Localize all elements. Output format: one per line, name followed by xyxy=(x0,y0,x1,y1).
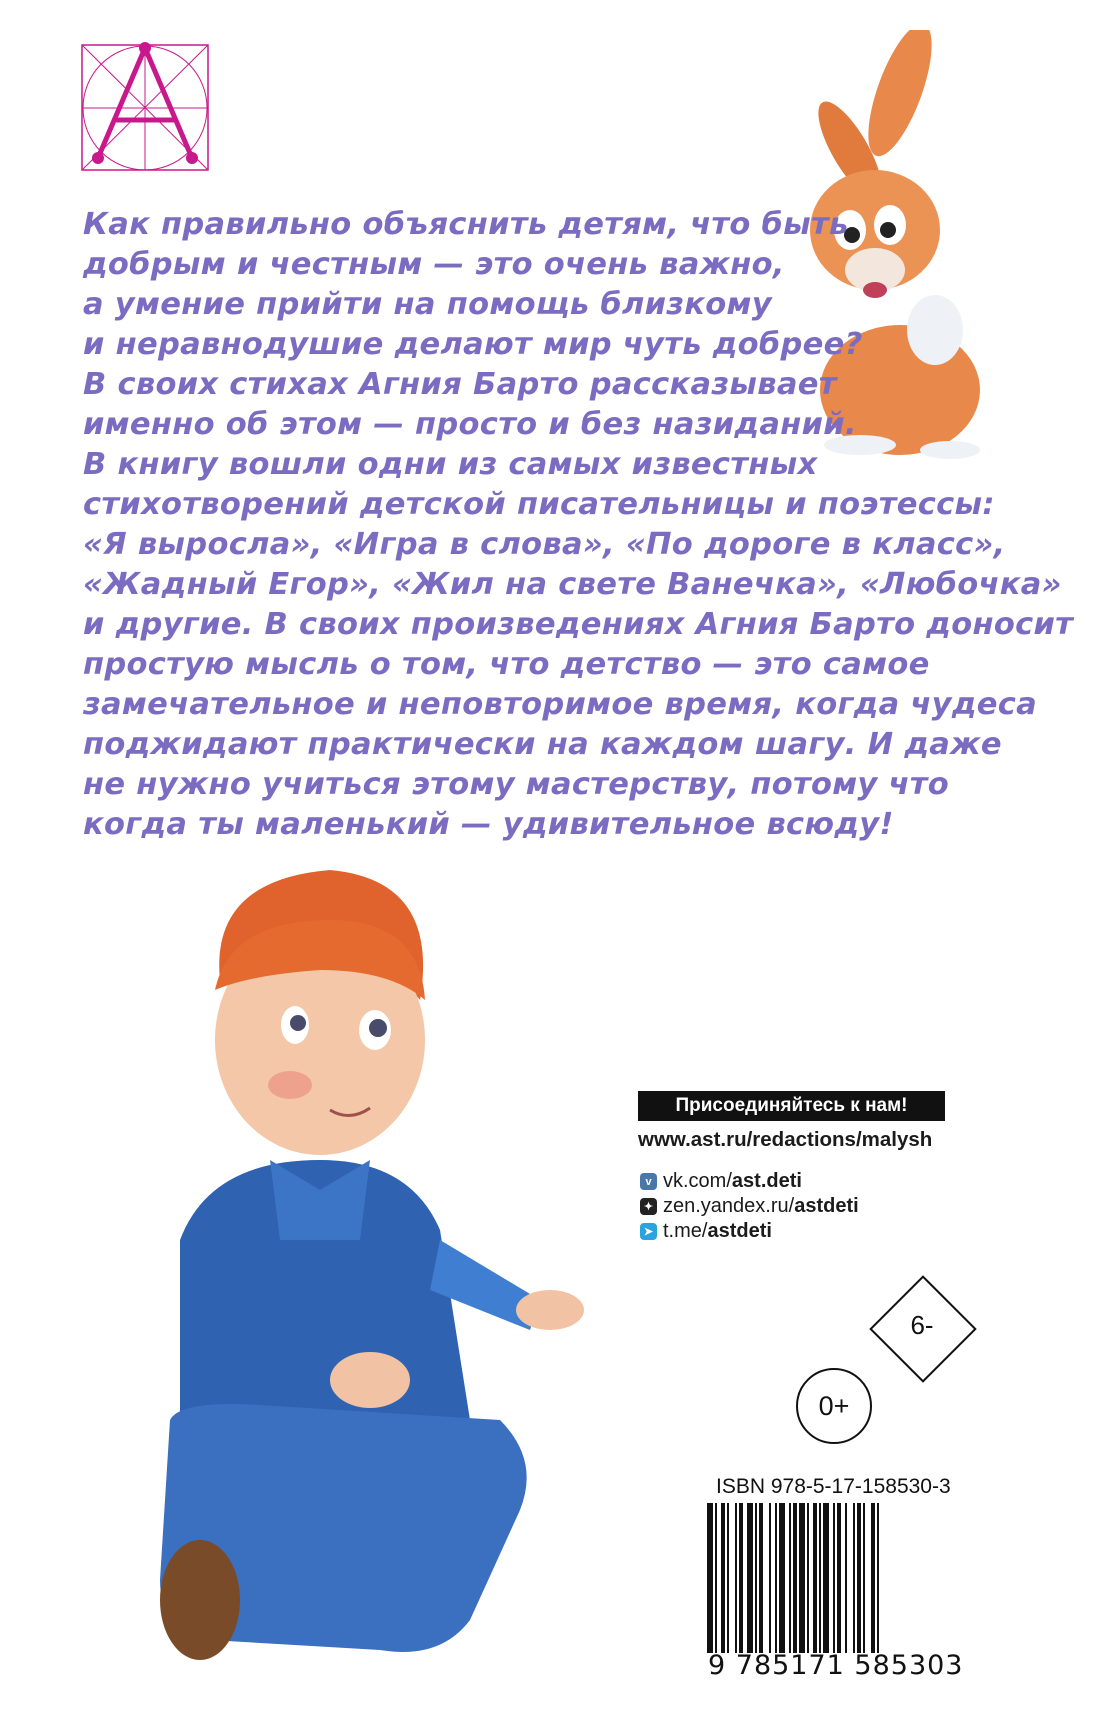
boy-illustration xyxy=(140,860,700,1690)
join-us-banner: Присоединяйтесь к нам! xyxy=(638,1091,945,1121)
zen-link-prefix: zen.yandex.ru/ xyxy=(663,1195,795,1217)
description-line: добрым и честным — это очень важно, xyxy=(83,247,785,282)
description-line: не нужно учиться этому мастерству, потому что xyxy=(83,767,949,802)
vk-link-handle: ast.deti xyxy=(731,1170,802,1192)
vk-link[interactable] xyxy=(640,1170,802,1193)
description-line: и неравнодушие делают мир чуть добрее? xyxy=(83,327,863,362)
zen-link[interactable] xyxy=(640,1195,859,1218)
description-line: В своих стихах Агния Барто рассказывает xyxy=(83,367,837,402)
description-line: и другие. В своих произведениях Агния Барто доносит xyxy=(83,607,1074,642)
age-rating-circle: 0+ xyxy=(796,1368,872,1444)
zen-link-handle: astdeti xyxy=(794,1195,859,1217)
barcode-digits: 9 785171 585303 xyxy=(708,1650,964,1681)
isbn-label: ISBN 978-5-17-158530-3 xyxy=(716,1475,951,1498)
description-line: поджидают практически на каждом шагу. И даже xyxy=(83,727,1002,762)
age-rating-diamond-text: 6- xyxy=(910,1310,934,1340)
description-line: стихотворений детской писательницы и поэтессы: xyxy=(83,487,995,522)
vk-icon: v xyxy=(640,1173,657,1190)
telegram-link[interactable] xyxy=(640,1220,772,1243)
description-line: Как правильно объяснить детям, что быть xyxy=(83,207,849,242)
description-line: «Я выросла», «Игра в слова», «По дороге в класс», xyxy=(83,527,1006,562)
publisher-site-link[interactable]: www.ast.ru/redactions/malysh xyxy=(638,1128,933,1151)
description-line: «Жадный Егор», «Жил на свете Ванечка», «Любочка» xyxy=(83,567,1062,602)
telegram-icon: ➤ xyxy=(640,1223,657,1240)
book-description xyxy=(83,205,1074,845)
telegram-link-handle: astdeti xyxy=(707,1220,772,1242)
vk-link-prefix: vk.com/ xyxy=(663,1170,732,1192)
description-line: замечательное и неповторимое время, когда чудеса xyxy=(83,687,1038,722)
publisher-logo-icon xyxy=(80,40,210,175)
telegram-link-prefix: t.me/ xyxy=(663,1220,708,1242)
description-line: простую мысль о том, что детство — это самое xyxy=(83,647,930,682)
description-line: именно об этом — просто и без назиданий. xyxy=(83,407,857,442)
zen-icon: ✦ xyxy=(640,1198,657,1215)
barcode-icon xyxy=(705,1503,973,1653)
description-line: В книгу вошли одни из самых известных xyxy=(83,447,818,482)
description-line: когда ты маленький — удивительное всюду! xyxy=(83,807,894,842)
description-line: а умение прийти на помощь близкому xyxy=(83,287,772,322)
